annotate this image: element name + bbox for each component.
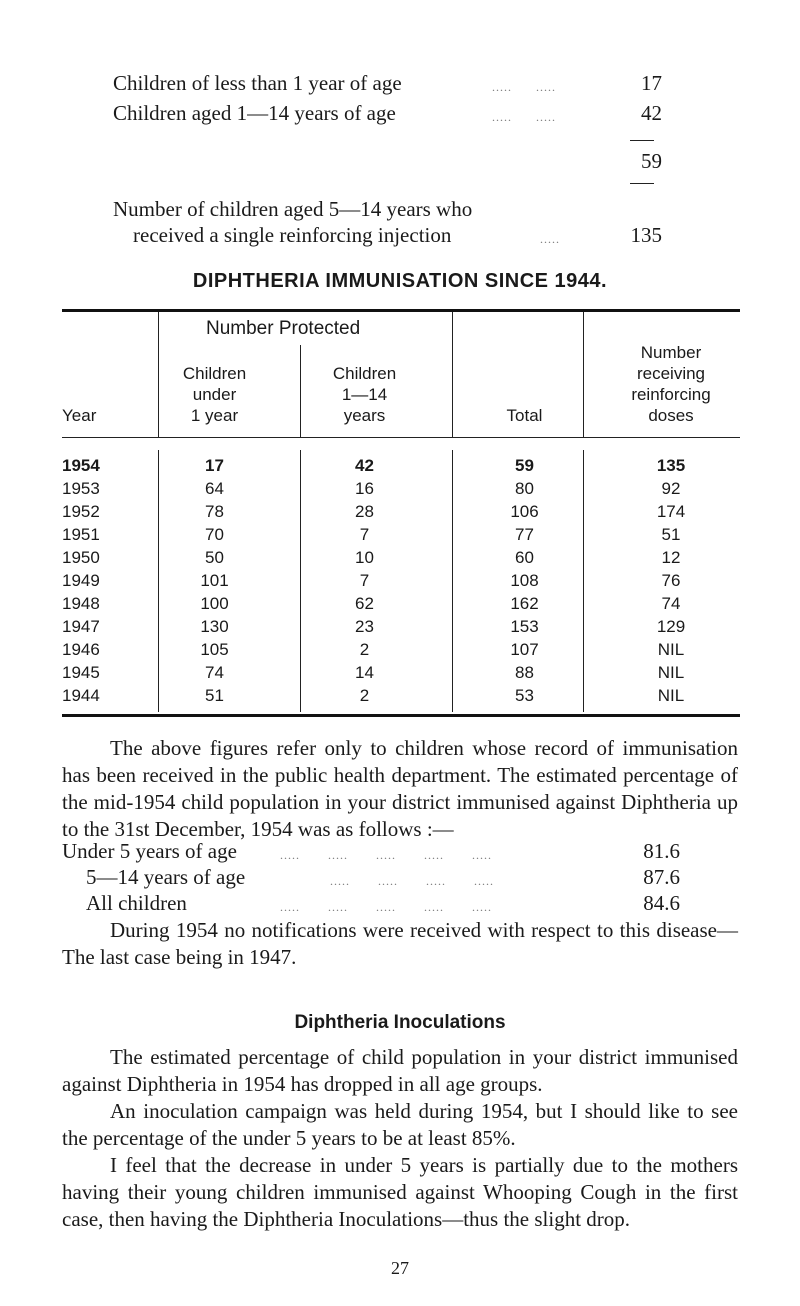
sum-rule — [630, 183, 654, 184]
section-heading: Diphtheria Inoculations — [294, 1012, 506, 1033]
cell-aged: 2 — [359, 686, 370, 705]
header-aged-l1: Children — [332, 364, 397, 383]
header-year: Year — [62, 406, 97, 425]
cell-reinf: 92 — [661, 479, 681, 498]
paragraph-decrease-reason: I feel that the decrease in under 5 years is partially due to the mothers having their young children immunised against Whooping Cough in the first case, then having the Diphtheria Inoculations—thus the slight drop. — [62, 1153, 738, 1231]
table-row — [62, 640, 740, 663]
cell-under1: 100 — [200, 594, 229, 613]
column-divider — [452, 312, 453, 437]
leader-dots: ..... ..... — [492, 80, 556, 94]
cell-aged: 7 — [359, 571, 370, 590]
reinforcing-label-line2: received a single reinforcing injection — [133, 223, 452, 247]
header-total: Total — [506, 406, 543, 425]
cell-reinf: NIL — [657, 663, 685, 682]
header-reinf-l1: Number — [640, 343, 702, 362]
header-under1-l1: Children — [182, 364, 247, 383]
cell-year: 1947 — [62, 617, 100, 636]
cell-reinf: 74 — [661, 594, 681, 613]
cell-aged: 62 — [355, 594, 374, 613]
pct-label-under5: Under 5 years of age — [62, 839, 237, 863]
group-header: Number Protected — [206, 318, 361, 339]
cell-year: 1944 — [62, 686, 100, 705]
cell-total: 162 — [510, 594, 539, 613]
cell-aged: 10 — [355, 548, 374, 567]
column-divider — [300, 345, 301, 437]
paragraph-inoculation-campaign: An inoculation campaign was held during 1954, but I should like to see the percentage of the under 5 years to be at least 85%. — [62, 1099, 738, 1150]
cell-total: 53 — [515, 686, 534, 705]
header-aged-l2: 1—14 — [341, 385, 388, 404]
header-under1-l2: under — [192, 385, 237, 404]
cell-total: 77 — [515, 525, 534, 544]
cell-year: 1950 — [62, 548, 100, 567]
cell-under1: 51 — [205, 686, 224, 705]
header-aged-l3: years — [343, 406, 386, 425]
cell-under1: 17 — [205, 456, 224, 475]
cell-reinf: 51 — [661, 525, 681, 544]
cell-aged: 23 — [355, 617, 374, 636]
header-under1-l3: 1 year — [190, 406, 239, 425]
cell-under1: 78 — [205, 502, 224, 521]
header-reinf-l2: receiving — [636, 364, 706, 383]
cell-reinf: 135 — [656, 456, 686, 475]
cell-year: 1949 — [62, 571, 100, 590]
cell-aged: 16 — [355, 479, 374, 498]
paragraph-notifications: During 1954 no notifications were received with respect to this disease—The last case being in 1947. — [62, 918, 738, 969]
summary-total: 59 — [641, 149, 662, 173]
cell-under1: 74 — [205, 663, 224, 682]
page-number: 27 — [391, 1258, 409, 1278]
cell-aged: 14 — [355, 663, 374, 682]
table-row — [62, 686, 740, 709]
cell-total: 153 — [510, 617, 539, 636]
table-row — [62, 525, 740, 548]
cell-reinf: 129 — [656, 617, 686, 636]
cell-year: 1945 — [62, 663, 100, 682]
cell-total: 60 — [515, 548, 534, 567]
table-row — [62, 594, 740, 617]
paragraph-estimated-percentage: The estimated percentage of child population in your district immunised against Diphtheria in 1954 has dropped in all age groups. — [62, 1045, 738, 1096]
cell-year: 1951 — [62, 525, 100, 544]
cell-year: 1953 — [62, 479, 100, 498]
table-row — [62, 548, 740, 571]
cell-under1: 130 — [200, 617, 229, 636]
cell-under1: 50 — [205, 548, 224, 567]
column-divider — [583, 312, 584, 437]
cell-total: 106 — [510, 502, 539, 521]
pct-value-all: 84.6 — [643, 891, 680, 915]
cell-reinf: NIL — [657, 686, 685, 705]
pct-label-5to14: 5—14 years of age — [86, 865, 246, 889]
table-title: DIPHTHERIA IMMUNISATION SINCE 1944. — [192, 270, 608, 292]
summary-label-aged: Children aged 1—14 years of age — [113, 101, 396, 125]
table-row — [62, 617, 740, 640]
leader-dots: ..... ..... — [492, 110, 556, 124]
leader-dots: ..... ..... ..... ..... ..... — [280, 848, 492, 862]
sum-rule — [630, 140, 654, 141]
cell-year: 1952 — [62, 502, 100, 521]
table-row — [62, 456, 740, 479]
cell-aged: 2 — [359, 640, 370, 659]
reinforcing-label-line1: Number of children aged 5—14 years who — [113, 197, 473, 221]
summary-label-under1: Children of less than 1 year of age — [113, 71, 402, 95]
pct-label-all: All children — [86, 891, 187, 915]
cell-total: 108 — [510, 571, 539, 590]
summary-value-aged: 42 — [641, 101, 662, 125]
table-row — [62, 479, 740, 502]
leader-dots: ..... ..... ..... ..... — [330, 874, 494, 888]
cell-aged: 28 — [355, 502, 374, 521]
table-bottom-rule — [62, 714, 740, 717]
cell-under1: 105 — [200, 640, 229, 659]
table-row — [62, 571, 740, 594]
table-top-rule — [62, 309, 740, 312]
cell-year: 1954 — [62, 456, 100, 475]
leader-dots: ..... — [540, 232, 560, 246]
pct-value-under5: 81.6 — [643, 839, 680, 863]
header-reinf-l3: reinforcing — [631, 385, 711, 404]
cell-reinf: 12 — [661, 548, 681, 567]
table-row — [62, 663, 740, 686]
cell-total: 59 — [515, 456, 534, 475]
header-reinf-l4: doses — [648, 406, 694, 425]
header-bottom-rule — [62, 437, 740, 438]
cell-under1: 64 — [205, 479, 224, 498]
cell-aged: 42 — [355, 456, 374, 475]
cell-reinf: 174 — [656, 502, 686, 521]
cell-year: 1946 — [62, 640, 100, 659]
cell-under1: 70 — [205, 525, 224, 544]
cell-under1: 101 — [200, 571, 229, 590]
cell-total: 88 — [515, 663, 534, 682]
cell-aged: 7 — [359, 525, 370, 544]
column-divider — [158, 312, 159, 437]
summary-value-under1: 17 — [641, 71, 662, 95]
pct-value-5to14: 87.6 — [643, 865, 680, 889]
reinforcing-value: 135 — [630, 223, 662, 247]
cell-total: 107 — [510, 640, 539, 659]
cell-year: 1948 — [62, 594, 100, 613]
cell-reinf: 76 — [661, 571, 681, 590]
cell-reinf: NIL — [657, 640, 685, 659]
leader-dots: ..... ..... ..... ..... ..... — [280, 900, 492, 914]
table-row — [62, 502, 740, 525]
cell-total: 80 — [515, 479, 534, 498]
paragraph-immunisation-record: The above figures refer only to children whose record of immunisation has been received in the public health department. The estimated percentage of the mid-1954 child population in your district immunised against Diphtheria up to the 31st December, 1954 was as follows :— — [62, 736, 738, 841]
